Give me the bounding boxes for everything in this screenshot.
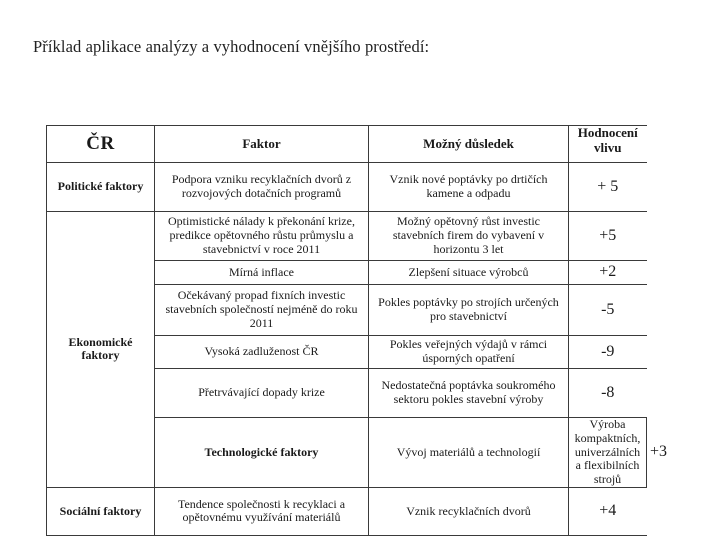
score-cell: -8 <box>569 369 647 418</box>
factor-cell: Očekávaný propad fixních investic stavebních společností nejméně do roku 2011 <box>155 285 369 336</box>
table-row <box>47 163 647 212</box>
header-impact-score: Hodnocení vlivu <box>569 126 647 163</box>
factor-cell: Přetrvávající dopady krize <box>155 369 369 418</box>
category-social: Sociální faktory <box>47 487 155 535</box>
header-effect: Možný důsledek <box>369 126 569 163</box>
effect-cell: Pokles veřejných výdajů v rámci úsporných opatření <box>369 336 569 369</box>
factor-cell: Podpora vzniku recyklačních dvorů z rozvojových dotačních programů <box>155 163 369 212</box>
effect-cell: Vznik nové poptávky po drtičích kamene a odpadu <box>369 163 569 212</box>
slide-title: Příklad aplikace analýzy a vyhodnocení vnějšího prostředí: <box>33 37 430 56</box>
category-economic: Ekonomické faktory <box>47 212 155 488</box>
category-political: Politické faktory <box>47 163 155 212</box>
score-cell: +5 <box>569 212 647 261</box>
effect-cell: Zlepšení situace výrobců <box>369 261 569 285</box>
factor-cell: Tendence společnosti k recyklaci a opětovnému využívání materiálů <box>155 487 369 535</box>
factor-cell: Mírná inflace <box>155 261 369 285</box>
factor-cell: Vývoj materiálů a technologií <box>369 418 569 488</box>
score-cell: +4 <box>569 487 647 535</box>
category-technological: Technologické faktory <box>155 418 369 488</box>
effect-cell: Nedostatečná poptávka soukromého sektoru pokles stavební výroby <box>369 369 569 418</box>
factor-cell: Vysoká zadluženost ČR <box>155 336 369 369</box>
table-row <box>47 212 647 261</box>
effect-cell: Pokles poptávky po strojích určených pro stavebnictví <box>369 285 569 336</box>
table-header-row <box>47 126 647 163</box>
effect-cell: Výroba kompaktních, univerzálních a flexibilních strojů <box>569 418 647 488</box>
score-cell: -5 <box>569 285 647 336</box>
effect-cell: Vznik recyklačních dvorů <box>369 487 569 535</box>
score-cell: + 5 <box>569 163 647 212</box>
header-country: ČR <box>47 126 155 163</box>
table-row <box>47 487 647 535</box>
pest-analysis-table <box>46 125 668 536</box>
header-factor: Faktor <box>155 126 369 163</box>
score-cell: +2 <box>569 261 647 285</box>
factor-cell: Optimistické nálady k překonání krize, predikce opětovného růstu průmyslu a stavebnictví v roce 2011 <box>155 212 369 261</box>
table-row: Technologické faktory Vývoj materiálů a technologií Výroba kompaktních, univerzálních a flexibilních strojů +3 <box>47 418 647 488</box>
score-cell: -9 <box>569 336 647 369</box>
effect-cell: Možný opětovný růst investic stavebních firem do vybavení v horizontu 3 let <box>369 212 569 261</box>
